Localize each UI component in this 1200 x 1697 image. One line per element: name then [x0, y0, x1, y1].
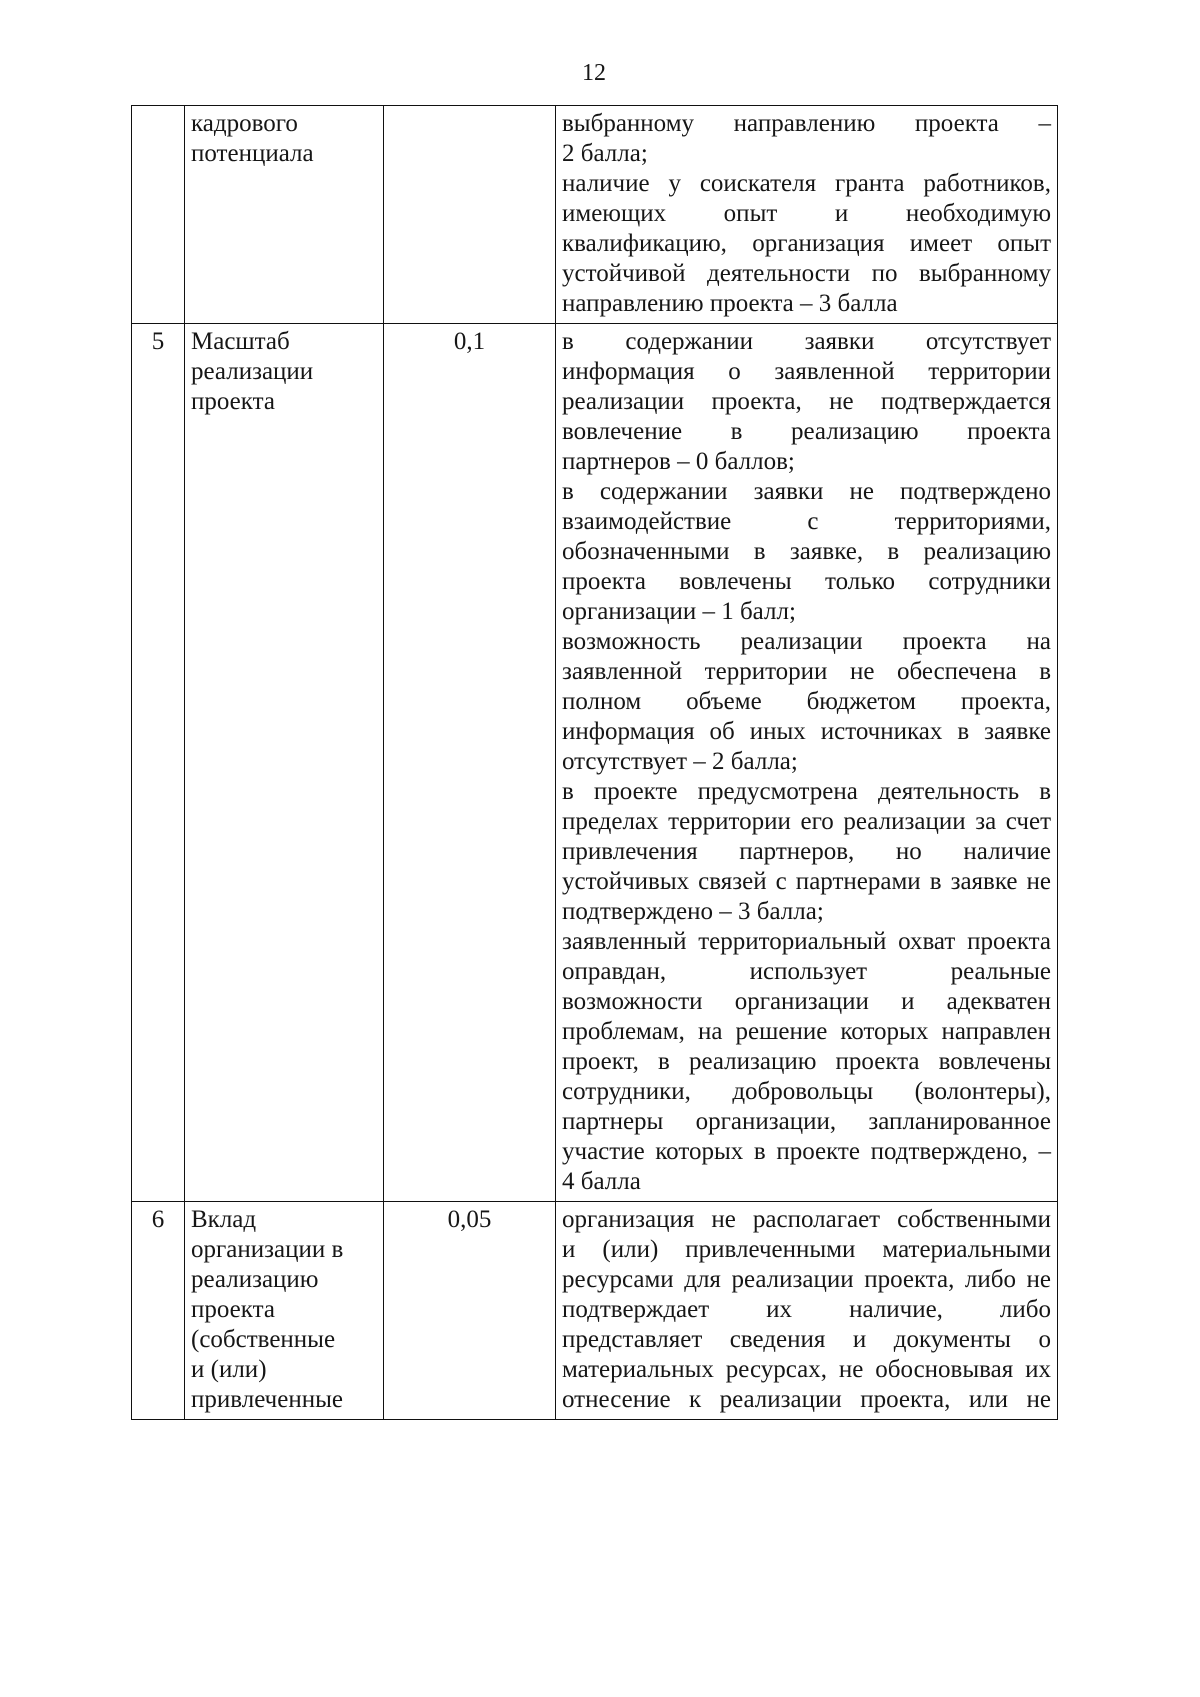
text-line: 2 балла; [562, 140, 648, 167]
text-line: отнесение к реализации проекта, или не [562, 1386, 1051, 1413]
text-line: и (или) привлеченными материальными [562, 1236, 1051, 1263]
text-line: проекта вовлечены только сотрудники [562, 568, 1051, 595]
weight-value: 0,05 [447, 1206, 492, 1233]
cell-weight [384, 324, 556, 1202]
text-line: информация о заявленной территории [562, 358, 1051, 385]
cell-criterion [185, 324, 384, 1202]
text-line: проект, в реализацию проекта вовлечены [562, 1048, 1051, 1075]
text-line: организация не располагает собственными [562, 1206, 1051, 1233]
text-line: подтверждает их наличие, либо [562, 1296, 1051, 1323]
text-line: заявленной территории не обеспечена в [562, 658, 1051, 685]
cell-number [132, 106, 185, 324]
cell-criterion [185, 106, 384, 324]
text-line: ресурсами для реализации проекта, либо не [562, 1266, 1051, 1293]
text-line: вовлечение в реализацию проекта [562, 418, 1051, 445]
criterion-number: 6 [151, 1206, 165, 1233]
text-line: партнеры организации, запланированное [562, 1108, 1051, 1135]
criterion-line: кадрового [191, 110, 298, 137]
text-line: участие которых в проекте подтверждено, – [562, 1138, 1051, 1165]
cell-number [132, 1202, 185, 1420]
criterion-line: организации в [191, 1236, 344, 1263]
cell-weight [384, 1202, 556, 1420]
text-line: в содержании заявки не подтверждено [562, 478, 1051, 505]
text-line: возможность реализации проекта на [562, 628, 1051, 655]
text-line: информация об иных источниках в заявке [562, 718, 1051, 745]
description-paragraph [562, 927, 1051, 1197]
text-line: проблемам, на решение которых направлен [562, 1018, 1051, 1045]
description-paragraph [562, 477, 1051, 627]
criteria-table [131, 105, 1058, 1420]
table-row [132, 106, 1058, 324]
text-line: отсутствует – 2 балла; [562, 748, 798, 775]
cell-description [556, 106, 1058, 324]
criterion-line: привлеченные [191, 1386, 344, 1413]
text-line: оправдан, использует реальные [562, 958, 1051, 985]
text-line: заявленный территориальный охват проекта [562, 928, 1051, 955]
description-paragraph [562, 327, 1051, 477]
text-line: имеющих опыт и необходимую [562, 200, 1051, 227]
text-line: материальных ресурсах, не обосновывая их [562, 1356, 1051, 1383]
text-line: подтверждено – 3 балла; [562, 898, 824, 925]
text-line: устойчивых связей с партнерами в заявке не [562, 868, 1051, 895]
table-row [132, 324, 1058, 1202]
text-line: возможности организации и адекватен [562, 988, 1051, 1015]
text-line: наличие у соискателя гранта работников, [562, 170, 1051, 197]
text-line: в содержании заявки отсутствует [562, 328, 1051, 355]
criterion-line: и (или) [191, 1356, 267, 1383]
text-line: реализации проекта, не подтверждается [562, 388, 1051, 415]
criterion-line: проекта [191, 1296, 275, 1323]
text-line: представляет сведения и документы о [562, 1326, 1051, 1353]
page-number: 12 [582, 60, 606, 86]
criterion-line: (собственные [191, 1326, 336, 1353]
text-line: устойчивой деятельности по выбранному [562, 260, 1051, 287]
description-paragraph [562, 627, 1051, 777]
text-line: обозначенными в заявке, в реализацию [562, 538, 1051, 565]
cell-number [132, 324, 185, 1202]
cell-weight [384, 106, 556, 324]
criterion-line: Масштаб [191, 328, 290, 355]
description-paragraph [562, 1205, 1051, 1415]
text-line: привлечения партнеров, но наличие [562, 838, 1051, 865]
criterion-number: 5 [151, 328, 165, 355]
text-line: в проекте предусмотрена деятельность в [562, 778, 1051, 805]
cell-description [556, 324, 1058, 1202]
description-paragraph [562, 777, 1051, 927]
cell-description [556, 1202, 1058, 1420]
cell-criterion [185, 1202, 384, 1420]
criterion-line: Вклад [191, 1206, 257, 1233]
text-line: направлению проекта – 3 балла [562, 290, 898, 317]
text-line: выбранному направлению проекта – [562, 110, 1051, 137]
table-body [132, 106, 1058, 1420]
text-line: организации – 1 балл; [562, 598, 796, 625]
description-paragraph [562, 109, 1051, 169]
criterion-line: потенциала [191, 140, 314, 167]
text-line: полном объеме бюджетом проекта, [562, 688, 1051, 715]
text-line: сотрудники, добровольцы (волонтеры), [562, 1078, 1051, 1105]
text-line: квалификацию, организация имеет опыт [562, 230, 1051, 257]
description-paragraph [562, 169, 1051, 319]
text-line: партнеров – 0 баллов; [562, 448, 795, 475]
text-line: 4 балла [562, 1168, 641, 1195]
criterion-line: реализацию [191, 1266, 319, 1293]
text-line: пределах территории его реализации за счет [562, 808, 1051, 835]
text-line: взаимодействие с территориями, [562, 508, 1051, 535]
table-row [132, 1202, 1058, 1420]
criterion-line: реализации [191, 358, 314, 385]
criterion-line: проекта [191, 388, 275, 415]
weight-value: 0,1 [453, 328, 486, 355]
